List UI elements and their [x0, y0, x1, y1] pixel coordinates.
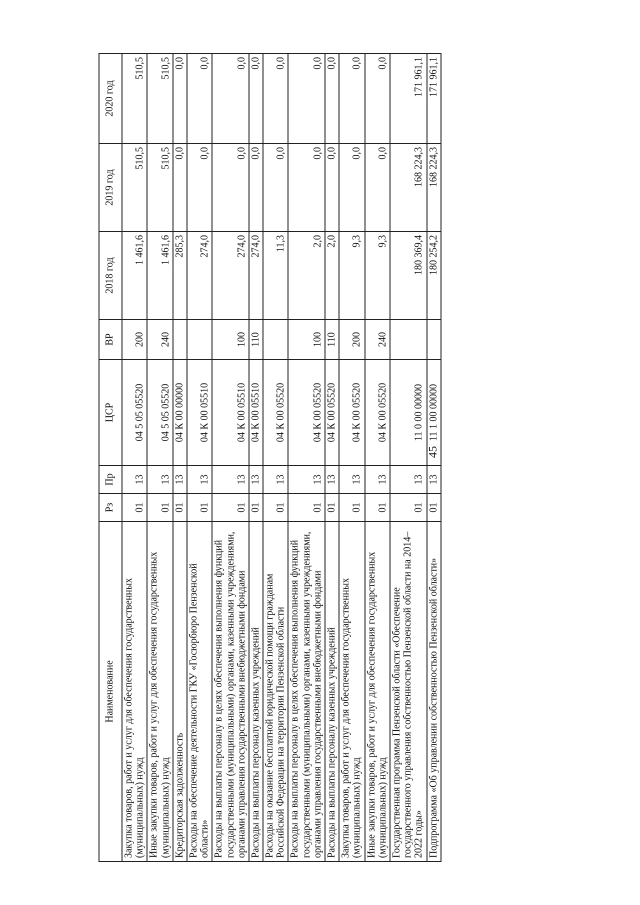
cell-rz: 01 — [147, 494, 172, 522]
cell-rz: 01 — [325, 494, 339, 522]
cell-2018: 2,0 — [288, 232, 325, 320]
table-row — [339, 54, 364, 862]
table-row — [173, 54, 187, 862]
cell-2018: 274,0 — [212, 232, 249, 320]
cell-rz: 01 — [427, 494, 441, 522]
table-row — [325, 54, 339, 862]
col-header-2018: 2018 год — [99, 232, 122, 320]
cell-name: Подпрограмма «Об управлении собственностью Пензенской области» — [427, 522, 441, 862]
table-row — [147, 54, 172, 862]
cell-name: Расходы на выплаты персоналу в целях обеспечения выполнения функций государственными (муниципальными) органами, казенными учреждениями, органами управления государственными внебюджетными фондами — [212, 522, 249, 862]
cell-name: Расходы на выплаты персоналу казенных учреждений — [325, 522, 339, 862]
cell-pr: 13 — [427, 466, 441, 494]
cell-rz: 01 — [365, 494, 390, 522]
cell-vr: 240 — [365, 320, 390, 360]
cell-name: Расходы на оказание бесплатной юридической помощи гражданам Российской Федерации на территории Пензенской области — [263, 522, 288, 862]
cell-csr: 11 0 00 00000 — [390, 360, 427, 466]
cell-vr — [173, 320, 187, 360]
cell-2020: 0,0 — [249, 54, 263, 144]
cell-2019: 168 224,3 — [427, 144, 441, 232]
cell-pr: 13 — [325, 466, 339, 494]
cell-pr: 13 — [365, 466, 390, 494]
col-header-name: Наименование — [99, 522, 122, 862]
cell-name: Государственная программа Пензенской области «Обеспечение государственного управления собственностью Пензенской области на 2014–2022 годы» — [390, 522, 427, 862]
cell-vr — [427, 320, 441, 360]
page-number: 45 — [425, 446, 440, 458]
col-header-2019: 2019 год — [99, 144, 122, 232]
cell-name: Расходы на обеспечение деятельности ГКУ «Госюрбюро Пензенской области» — [187, 522, 212, 862]
cell-2018: 180 369,4 — [390, 232, 427, 320]
col-header-vr: ВР — [99, 320, 122, 360]
cell-2018: 274,0 — [187, 232, 212, 320]
cell-csr: 04 К 00 05510 — [187, 360, 212, 466]
table-row — [122, 54, 147, 862]
cell-csr: 04 К 00 05510 — [212, 360, 249, 466]
cell-name: Иные закупки товаров, работ и услуг для обеспечения государственных (муниципальных) нужд — [365, 522, 390, 862]
cell-vr: 200 — [122, 320, 147, 360]
header-row — [99, 54, 122, 862]
cell-2019: 0,0 — [288, 144, 325, 232]
cell-pr: 13 — [288, 466, 325, 494]
cell-vr — [390, 320, 427, 360]
cell-2020: 0,0 — [325, 54, 339, 144]
cell-2020: 171 961,1 — [390, 54, 427, 144]
cell-2020: 510,5 — [122, 54, 147, 144]
cell-2018: 180 254,2 — [427, 232, 441, 320]
cell-2019: 168 224,3 — [390, 144, 427, 232]
cell-name: Закупка товаров, работ и услуг для обеспечения государственных (муниципальных) нужд — [122, 522, 147, 862]
table-row — [288, 54, 325, 862]
col-header-pr: Пр — [99, 466, 122, 494]
cell-csr: 04 5 05 05520 — [122, 360, 147, 466]
col-header-2020: 2020 год — [99, 54, 122, 144]
cell-name: Закупка товаров, работ и услуг для обеспечения государственных (муниципальных) нужд — [339, 522, 364, 862]
table-row — [212, 54, 249, 862]
cell-2018: 274,0 — [249, 232, 263, 320]
cell-csr: 04 К 00 05520 — [325, 360, 339, 466]
cell-rz: 01 — [288, 494, 325, 522]
cell-pr: 13 — [263, 466, 288, 494]
cell-vr: 240 — [147, 320, 172, 360]
cell-csr: 04 К 00 05520 — [263, 360, 288, 466]
cell-2020: 0,0 — [187, 54, 212, 144]
cell-vr — [263, 320, 288, 360]
cell-pr: 13 — [147, 466, 172, 494]
cell-2019: 0,0 — [263, 144, 288, 232]
cell-2019: 0,0 — [339, 144, 364, 232]
table-row — [390, 54, 427, 862]
cell-vr: 110 — [249, 320, 263, 360]
cell-2020: 0,0 — [263, 54, 288, 144]
cell-2018: 11,3 — [263, 232, 288, 320]
cell-2019: 510,5 — [122, 144, 147, 232]
cell-rz: 01 — [173, 494, 187, 522]
cell-2020: 0,0 — [339, 54, 364, 144]
cell-pr: 13 — [339, 466, 364, 494]
cell-csr: 04 К 00 05520 — [288, 360, 325, 466]
cell-2019: 0,0 — [212, 144, 249, 232]
cell-pr: 13 — [390, 466, 427, 494]
table-row — [187, 54, 212, 862]
cell-pr: 13 — [212, 466, 249, 494]
cell-2018: 2,0 — [325, 232, 339, 320]
cell-rz: 01 — [122, 494, 147, 522]
cell-2019: 510,5 — [147, 144, 172, 232]
cell-csr: 04 5 05 05520 — [147, 360, 172, 466]
cell-vr: 100 — [288, 320, 325, 360]
cell-rz: 01 — [212, 494, 249, 522]
table-row — [263, 54, 288, 862]
table-row — [249, 54, 263, 862]
cell-2018: 285,3 — [173, 232, 187, 320]
cell-name: Иные закупки товаров, работ и услуг для обеспечения государственных (муниципальных) нужд — [147, 522, 172, 862]
cell-2020: 0,0 — [173, 54, 187, 144]
cell-2018: 1 461,6 — [122, 232, 147, 320]
cell-csr: 11 1 00 00000 — [427, 360, 441, 466]
cell-2020: 0,0 — [212, 54, 249, 144]
cell-vr: 100 — [212, 320, 249, 360]
cell-csr: 04 К 00 00000 — [173, 360, 187, 466]
cell-rz: 01 — [339, 494, 364, 522]
cell-rz: 01 — [263, 494, 288, 522]
table-row — [427, 54, 441, 862]
cell-2018: 9,3 — [339, 232, 364, 320]
cell-2018: 9,3 — [365, 232, 390, 320]
cell-pr: 13 — [187, 466, 212, 494]
cell-pr: 13 — [173, 466, 187, 494]
cell-2020: 0,0 — [288, 54, 325, 144]
cell-pr: 13 — [249, 466, 263, 494]
cell-pr: 13 — [122, 466, 147, 494]
cell-name: Расходы на выплаты персоналу казенных учреждений — [249, 522, 263, 862]
cell-name: Расходы на выплаты персоналу в целях обеспечения выполнения функций государственными (муниципальными) органами, казенными учреждениями, органами управления государственными внебюджетными фондами — [288, 522, 325, 862]
table-row — [365, 54, 390, 862]
cell-rz: 01 — [187, 494, 212, 522]
cell-2018: 1 461,6 — [147, 232, 172, 320]
cell-vr: 110 — [325, 320, 339, 360]
cell-2020: 171 961,1 — [427, 54, 441, 144]
cell-2019: 0,0 — [173, 144, 187, 232]
cell-rz: 01 — [390, 494, 427, 522]
cell-2019: 0,0 — [365, 144, 390, 232]
cell-vr — [187, 320, 212, 360]
cell-vr: 200 — [339, 320, 364, 360]
cell-rz: 01 — [249, 494, 263, 522]
col-header-csr: ЦСР — [99, 360, 122, 466]
cell-2019: 0,0 — [187, 144, 212, 232]
cell-2019: 0,0 — [325, 144, 339, 232]
cell-csr: 04 К 00 05510 — [249, 360, 263, 466]
rotated-page — [99, 54, 542, 862]
cell-csr: 04 К 00 05520 — [339, 360, 364, 466]
cell-2019: 0,0 — [249, 144, 263, 232]
budget-table — [99, 53, 442, 862]
cell-name: Кредиторская задолженность — [173, 522, 187, 862]
cell-csr: 04 К 00 05520 — [365, 360, 390, 466]
cell-2020: 0,0 — [365, 54, 390, 144]
cell-2020: 510,5 — [147, 54, 172, 144]
col-header-rz: Рз — [99, 494, 122, 522]
